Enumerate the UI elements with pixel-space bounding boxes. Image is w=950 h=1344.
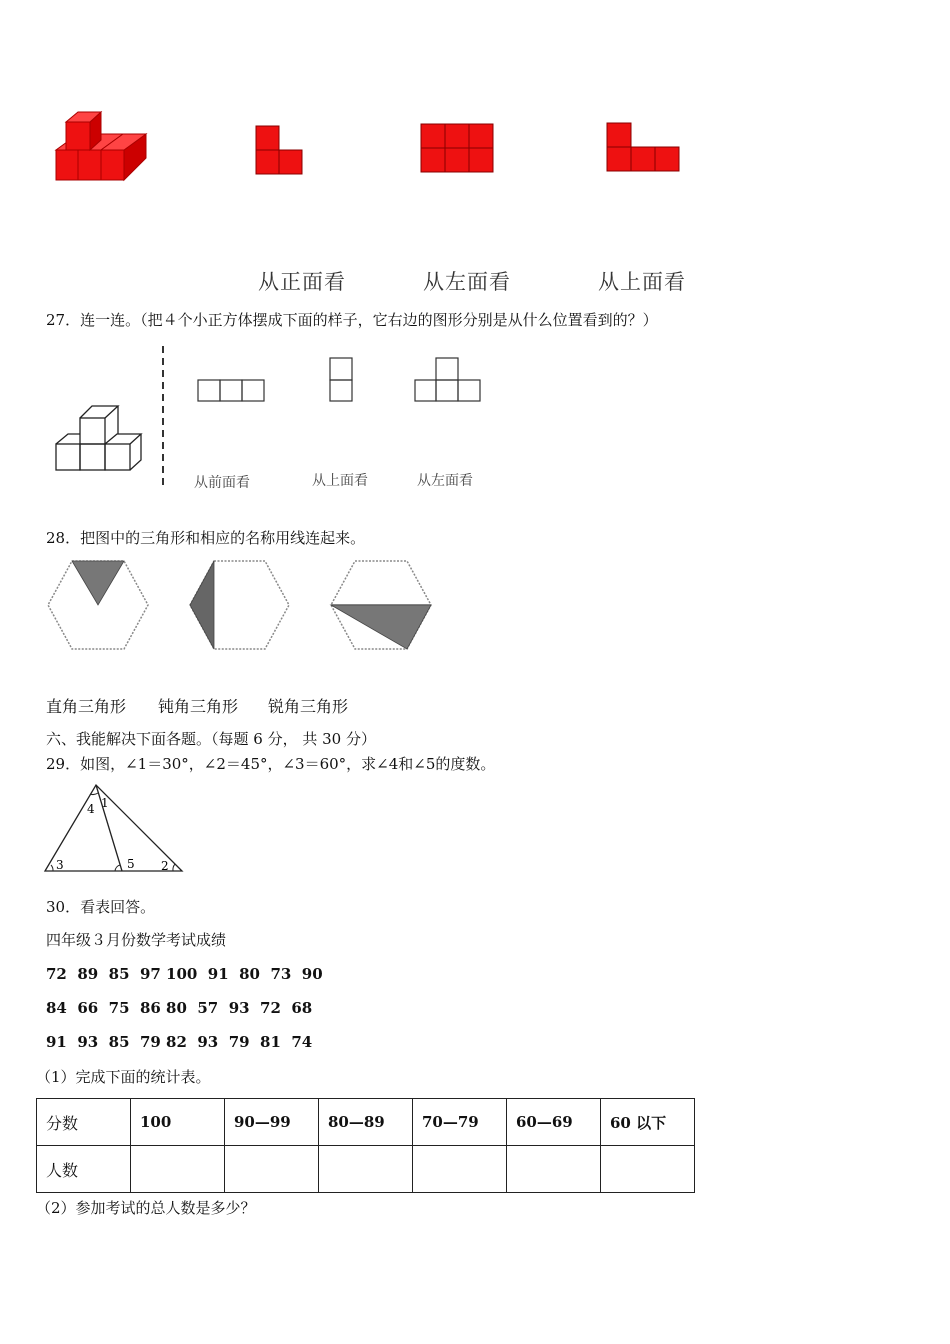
q28-name-right: 直角三角形 <box>46 697 127 716</box>
q27-cube-stack <box>56 406 141 470</box>
table-header-cell: 100 <box>131 1099 225 1146</box>
table-header-cell: 60—69 <box>507 1099 601 1146</box>
q27-view-front <box>198 380 264 401</box>
score-row-3: 91 93 85 79 82 93 79 81 74 <box>46 1033 313 1051</box>
angle-label-4: 4 <box>87 802 95 816</box>
table-blank-cell[interactable] <box>131 1146 225 1193</box>
q27-label-front: 从前面看 <box>194 475 250 491</box>
q27-view-left <box>415 358 480 401</box>
q30-part2: （2）参加考试的总人数是多少？ <box>36 1199 256 1217</box>
score-row-1: 72 89 85 97 100 91 80 73 90 <box>46 965 323 983</box>
table-header-cell: 70—79 <box>413 1099 507 1146</box>
red-view-left <box>421 124 493 172</box>
table-header-cell: 分数 <box>37 1099 131 1146</box>
angle-label-1: 1 <box>101 796 109 810</box>
table-row-label: 人数 <box>37 1146 131 1193</box>
q29-title: 29．如图，∠1＝30°，∠2＝45°，∠3＝60°，求∠4和∠5的度数。 <box>46 755 496 773</box>
q27-label-top: 从上面看 <box>312 473 368 489</box>
angle-label-2: 2 <box>161 859 169 873</box>
statistics-table <box>36 1098 695 1193</box>
hexagon-acute <box>48 561 148 649</box>
hexagon-obtuse <box>331 561 431 649</box>
view-label-left: 从左面看 <box>423 270 511 294</box>
q28-name-acute: 锐角三角形 <box>268 697 349 716</box>
q28-title: 28．把图中的三角形和相应的名称用线连起来。 <box>46 529 366 547</box>
table-blank-cell[interactable] <box>225 1146 319 1193</box>
q27-view-top <box>330 358 352 401</box>
table-blank-cell[interactable] <box>507 1146 601 1193</box>
table-header-cell: 60 以下 <box>601 1099 695 1146</box>
section6-title: 六、我能解决下面各题。（每题 6 分， 共 30 分） <box>46 730 376 748</box>
table-header-cell: 90—99 <box>225 1099 319 1146</box>
angle-label-3: 3 <box>56 858 64 872</box>
angle-label-5: 5 <box>127 857 135 871</box>
table-header-row <box>37 1099 695 1146</box>
top-cube-figures <box>0 0 950 300</box>
table-blank-cell[interactable] <box>601 1146 695 1193</box>
red-3d-cube-stack <box>56 112 146 180</box>
table-blank-cell[interactable] <box>413 1146 507 1193</box>
view-label-top: 从上面看 <box>598 270 686 294</box>
q27-title: 27．连一连。（把４个小正方体摆成下面的样子，它右边的图形分别是从什么位置看到的？） <box>46 311 658 329</box>
hexagon-right <box>190 561 289 649</box>
q27-label-left: 从左面看 <box>417 473 473 489</box>
table-count-row <box>37 1146 695 1193</box>
table-header-cell: 80—89 <box>319 1099 413 1146</box>
table-blank-cell[interactable] <box>319 1146 413 1193</box>
red-view-front <box>256 126 302 174</box>
q30-part1: （1）完成下面的统计表。 <box>36 1068 211 1086</box>
q28-name-obtuse: 钝角三角形 <box>158 697 239 716</box>
q29-triangle-figure <box>0 780 200 880</box>
red-view-top <box>607 123 679 171</box>
score-row-2: 84 66 75 86 80 57 93 72 68 <box>46 999 313 1017</box>
q28-hexagons <box>0 555 460 660</box>
q30-title: 30．看表回答。 <box>46 898 156 916</box>
q30-subtitle: 四年级３月份数学考试成绩 <box>46 931 227 949</box>
view-label-front: 从正面看 <box>258 270 346 294</box>
